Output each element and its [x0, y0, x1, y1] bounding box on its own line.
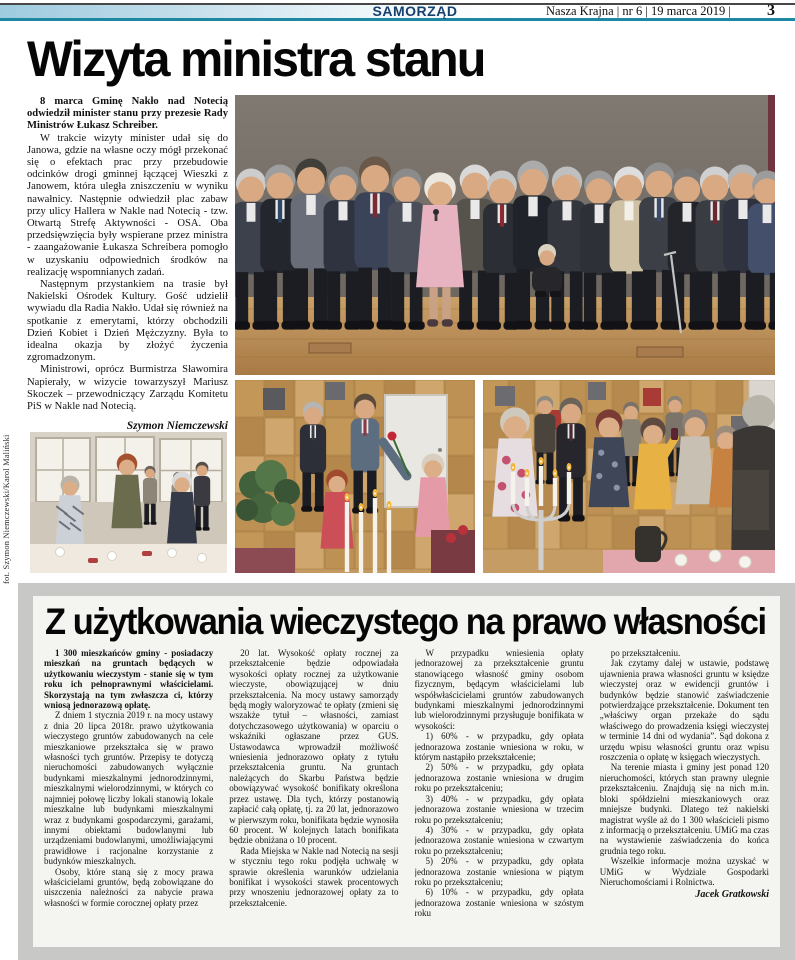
rose [388, 432, 397, 441]
coffee-pot [635, 526, 661, 562]
article1-paragraph: Następnym przystankiem na trasie był Nakielski Ośrodek Kultury. Gość udzielił wywiadu dla Radia Nakło. Udał się również na spotkanie z emerytami, którzy obchodzili Dzień Kobiet i Dzień Mężczyzny. Była to idealna okazja by złożyć życzenia zgromadzonym. [27, 279, 228, 364]
issue-info: Nasza Krajna | nr 6 | 19 marca 2019 | [546, 4, 731, 18]
article2-list-item: 5) 20% - w przypadku, gdy opłata jednorazowa zostanie wniesiona w piątym roku po przekształceniu; [414, 856, 584, 887]
article2-list-item: 6) 10% - w przypadku, gdy opłata jednorazowa zostanie wniesiona w szóstym roku [414, 887, 584, 919]
crowd-of-officials [235, 156, 775, 329]
article1-text-column [27, 96, 228, 432]
article2-paragraph: Jak czytamy dalej w ustawie, podstawę ujawnienia prawa własności gruntu w księdze wieczystej oraz w ewidencji gruntów i budynków będzie stanowić zaświadczenie potwierdzające przekształcenie. Dokument ten „właściwy organ przekaże do sądu właściwego do prowadzenia księgi wieczystej w terminie 14 dni od wydania”. Sąd dokona z urzędu wpisu własności gruntu oraz wpisu roszczenia o opłatę w księgach wieczystych. [599, 658, 769, 763]
photo-rose-handed-to-seniors [235, 380, 475, 573]
article2-frame [18, 583, 795, 960]
photo-group-minister-visit [235, 95, 775, 375]
photo-seniors-toasting [483, 380, 775, 573]
article2-paragraph: po przekształceniu. [610, 648, 681, 658]
article2-paragraph: Wszelkie informacje można uzyskać w UMiG w Wydziale Gospodarki Nieruchomościami i Rolnictwa. [599, 856, 769, 887]
article2-list-item: 4) 30% - w przypadku, gdy opłata jednorazowa zostanie wniesiona w czwartym roku po przekształceniu; [414, 824, 584, 856]
article1-byline: Szymon Niemczewski [126, 420, 228, 433]
article2-headline: Z użytkowania wieczystego na prawo własności [45, 601, 766, 642]
article2-paragraph: W przypadku wniesienia opłaty jednorazowej za przekształcenie gruntu stanowiącego własność gminy osobom fizycznym, będącym właścicielami lub współwłaścicielami gruntów zabudowanych budynkami mieszkalnymi jednorodzinnymi lub wielorodzinnymi przysługuje bonifikata w wysokości: [414, 648, 584, 731]
article1-paragraph: W trakcie wizyty minister udał się do Janowa, gdzie na własne oczy mógł przekonać się o efektach prac przy przebudowie odcinków drogi gminnej łączącej Wieszki z Janowem, która uległa zniszczeniu w wyniku nawałnicy. Następnie odwiedził plac zabaw przy ulicy Hallera w Nakle nad Notecią - tzw. Otwartą Strefę Aktywności - OSA. Oba przedsięwzięcia były wspierane przez ministra - zaangażowanie Łukasza Schreibera pomogło w uzyskaniu odpowiednich środków na realizację wspomnianych zadań. [27, 132, 228, 278]
article2-column-2 [229, 648, 398, 943]
article2-paragraph: Z dniem 1 stycznia 2019 r. na mocy ustawy z dnia 20 lipca 2018r. prawo użytkowania wieczystego gruntów zabudowanych na cele mieszkaniowe przekształca się w prawo własności tych gruntów. Przepisy te dotyczą nieruchomości zabudowanych wyłącznie budynkami mieszkalnymi jednorodzinnymi, mieszkalnymi wielorodzinnymi, w których co najmniej połowę liczby lokali stanowią lokale mieszkalne lub budynkami mieszkalnymi wraz z budynkami gospodarczymi, garażami, innymi obiektami budowlanymi lub urządzeniami budowlanymi, umożliwiającymi prawidłowe i racjonalne korzystanie z budynków mieszkalnych. [44, 710, 214, 867]
article1-lead: 8 marca Gminę Nakło nad Notecią odwiedził minister stanu przy prezesie Rady Ministrów Łukasz Schreiber. [27, 96, 228, 132]
article2-columns [44, 648, 769, 943]
article2-list-item: 1) 60% - w przypadku, gdy opłata jednorazowa zostanie wniesiona w roku, w którym nastąpiło przekształcenie; [414, 731, 584, 763]
article1-paragraph: Ministrowi, oprócz Burmistrza Sławomira Napierały, w wizycie towarzyszył Mariusz Skoczek – przewodniczący Zarządu Komitetu PiS w Nakle nad Notecią. [27, 364, 228, 413]
article2-list-item: 3) 40% - w przypadku, gdy opłata jednorazowa zostanie wniesiona w trzecim roku po przekształceniu; [414, 793, 584, 825]
article2-list-item: 2) 50% - w przypadku, gdy opłata jednorazowa zostanie wniesiona w drugim roku po przekształceniu; [414, 762, 584, 794]
article2-column-3 [415, 648, 584, 943]
article2-column-1 [44, 648, 213, 943]
article2-lead: 1 300 mieszkańców gminy - posiadaczy mieszkań na gruntach będących w użytkowaniu wieczystym - stanie się w tym roku ich pełnoprawnymi właścicielami. Skorzystają na tym zwłaszcza ci, którzy wniosą jednorazową opłatę. [44, 648, 214, 711]
article2-panel [33, 596, 780, 947]
article2-paragraph: 20 lat. Wysokość opłaty rocznej za przekształcenie będzie odpowiadała wysokości opłaty rocznej za użytkowanie wieczyste, obowiązującej w dniu przekształcenia. Na mocy ustawy samorządy będą mogły waloryzować te opłaty (zmieni się wszakże tytuł – własności, zamiast dotychczasowego użytkowania) w oparciu o wskaźniki ogłaszane przez GUS. Ustawodawca wprowadził możliwość wniesienia jednorazowo opłaty z tytułu przekształcenia gruntu. Na gruntach należących do Skarbu Państwa będzie obowiązywać wysokość bonifikaty określona przez ustawę. Dla tych, którzy postanowią zapłacić całą opłatę, tj. za 20 lat, jednorazowo w pierwszym roku, bonifikata będzie wynosiła 60 procent. W kolejnych latach bonifikata będzie obniżana o 10 procent. [229, 648, 399, 846]
article1-headline: Wizyta ministra stanu [27, 31, 485, 87]
article2-paragraph: Osoby, które staną się z mocy prawa właścicielami gruntów, będą zobowiązane do uiszczenia należności za nabycie prawa własności w formie corocznej opłaty przez [44, 866, 214, 908]
photo-credit: fot. Szymon Niemczewski/Karol Maliński [2, 434, 11, 584]
article2-paragraph: Rada Miejska w Nakle nad Notecią na sesji w styczniu tego roku podjęła uchwałę w sprawie określenia warunków udzielania bonifikat i wysokości stawek procentowych przy wnoszeniu jednorazowej opłaty za to przekształcenie. [229, 845, 399, 908]
page-number: 3 [767, 2, 775, 19]
article2-byline: Jacek Gratkowski [695, 889, 769, 901]
section-label: SAMORZĄD [372, 3, 458, 19]
photo-seniors-at-table [30, 432, 227, 573]
glass [671, 428, 678, 440]
article2-column-4 [600, 648, 769, 943]
article2-paragraph: Na terenie miasta i gminy jest ponad 120 nieruchomości, których stan prawny ulegnie przekształceniu. Znajdują się na nich m.in. bloki spółdzielni mieszkaniowych oraz mniejsze budynki. Dlatego też nakielski magistrat wyśle aż do 1 300 właścicieli pismo z informacją o przekształceniu. UMiG ma czas na wystawienie zaświadczenia do końca grudnia tego roku. [599, 762, 769, 856]
